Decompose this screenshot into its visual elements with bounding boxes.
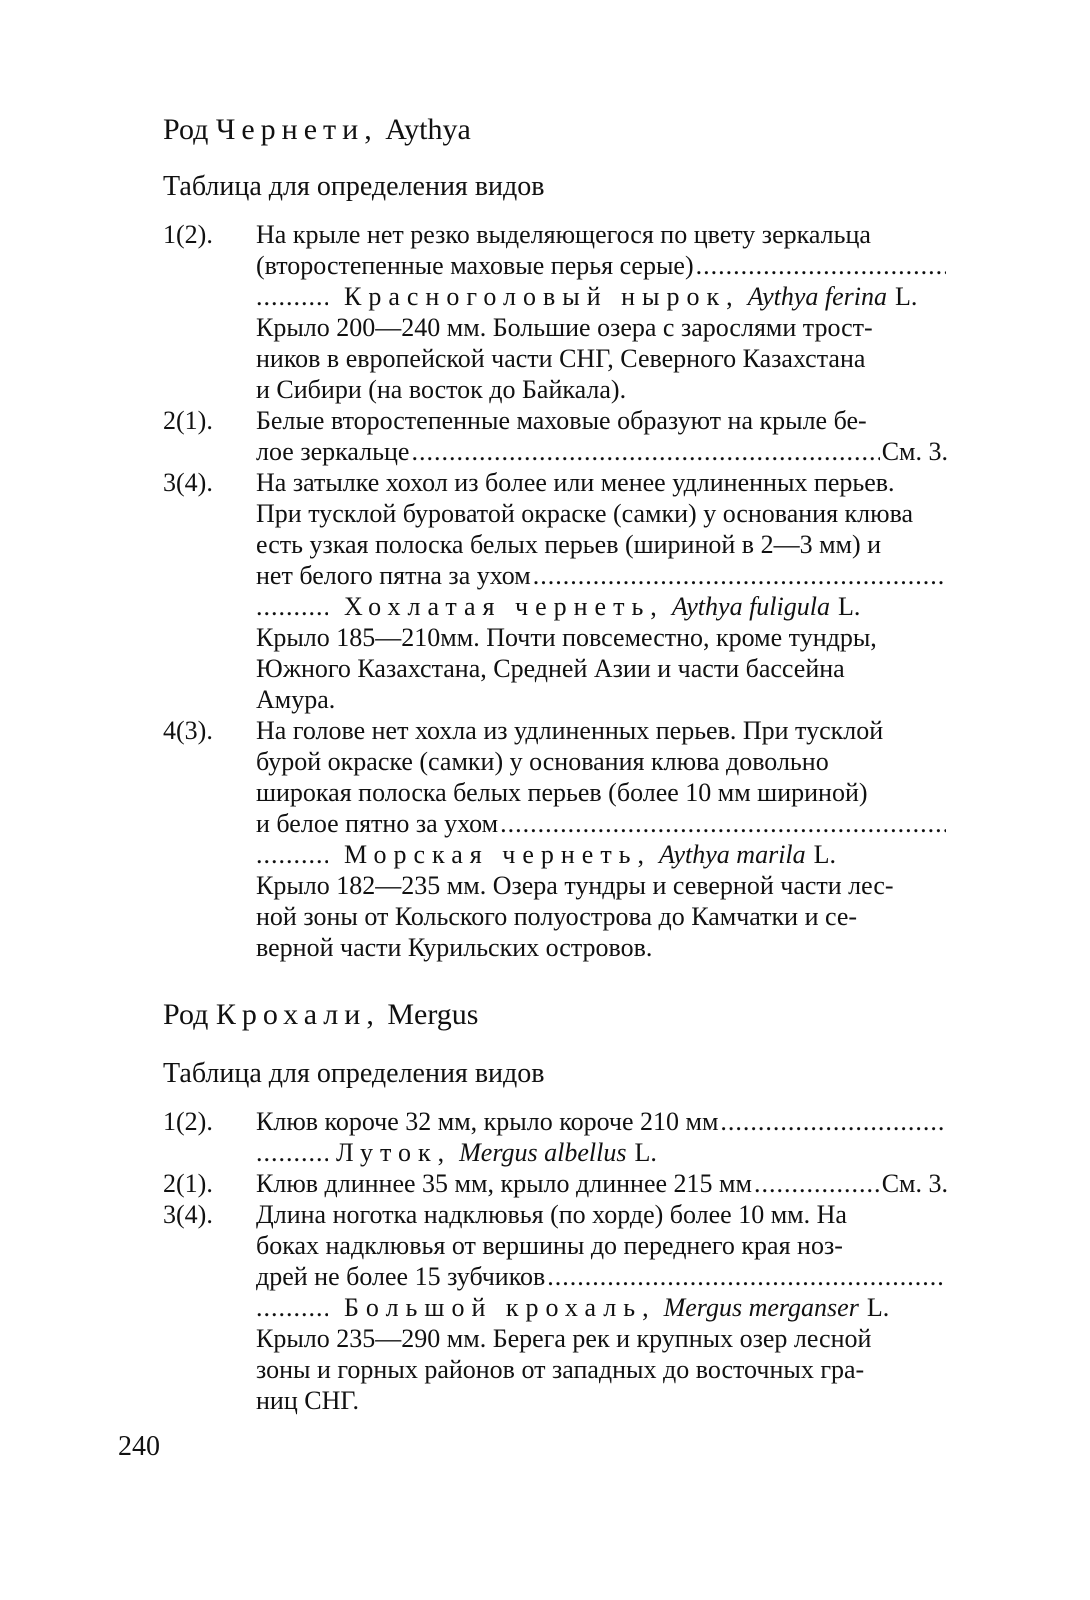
species-latin: Aythya marila [659,840,806,869]
genus-word: Род [163,113,209,146]
species-name: Хохлатая чернеть, [344,592,664,621]
key-couplet: 3(4). На затылке хохол из более или менее удлиненных перьев. При тусклой буроватой окраске (самки) у основания клюва есть узкая полоска белых перьев (шириной в 2—3 мм) и нет белого пятна за ухом ..... ..... Хохлатая чернеть, Aythya fuligula L. Крыло 185—210мм. Почти повсеместно, кроме тундры, Южного Казахстана, Средней Азии и части бассейна Амура. [163,467,948,715]
identification-key-mergus [163,1106,948,1416]
species-line [256,281,948,312]
species-latin: Aythya ferina [747,282,888,311]
species-name: Большой крохаль, [344,1293,656,1322]
species-latin: Aythya fuligula [671,592,830,621]
species-line [256,591,948,622]
key-title-mergus: Таблица для определения видов [163,1058,545,1089]
species-author: L. [837,592,861,621]
species-latin: Mergus merganser [663,1293,859,1322]
species-line [256,1137,948,1168]
key-couplet: 2(1). Клюв длиннее 35 мм, крыло длиннее 215 мм ..... См. 3. [163,1168,948,1199]
page-number: 240 [118,1431,160,1462]
genus-latin: Aythya [385,113,471,146]
species-name: Морская чернеть, [344,840,652,869]
cross-reference: См. 3. [881,437,948,466]
key-couplet: 3(4). Длина ноготка надклювья (по хорде) более 10 мм. На боках надклювья от вершины до переднего края ноз- дрей не более 15 зубчиков ..... ..... Большой крохаль, Mergus merganser L. Крыло 235—290 мм. Берега рек и крупных озер лесной зоны и горных районов от западных до восточных гра- ниц СНГ. [163,1199,948,1416]
couplet-number: 2(1). [163,1169,213,1198]
species-line [256,839,948,870]
species-author: L. [634,1138,657,1167]
couplet-number: 1(2). [163,220,213,249]
genus-heading-aythya [163,112,471,148]
cross-reference: См. 3. [881,1169,948,1198]
genus-name: Крохали, [215,998,380,1031]
species-author: L. [895,282,918,311]
couplet-number: 2(1). [163,406,213,435]
identification-key-aythya [163,219,948,963]
genus-name: Чернети, [215,113,378,146]
key-title-aythya: Таблица для определения видов [163,171,545,202]
key-couplet: 4(3). На голове нет хохла из удлиненных перьев. При тусклой бурой окраске (самки) у основания клюва довольно широкая полоска белых перьев (более 10 мм шириной) и белое пятно за ухом ..... ..... Морская чернеть, Aythya marila L. Крыло 182—235 мм. Озера тундры и северной части лес- ной зоны от Кольского полуострова до Камчатки и се- верной части Курильских островов. [163,715,948,963]
key-couplet: 1(2). На крыле нет резко выделяющегося по цвету зеркальца (второстепенные маховые перья серые) ..... ..... Красноголовый нырок, Aythya ferina L. Крыло 200—240 мм. Большие озера с зарослями трост- ников в европейской части СНГ, Северного Казахстана и Сибири (на восток до Байкала). [163,219,948,405]
couplet-number: 3(4). [163,1200,213,1229]
species-latin: Mergus albellus [459,1138,627,1167]
species-name: Красноголовый нырок, [344,282,740,311]
genus-word: Род [163,998,209,1031]
species-author: L. [813,840,837,869]
key-couplet: 1(2). Клюв короче 32 мм, крыло короче 210 мм ..... ..... Луток, Mergus albellus L. [163,1106,948,1168]
genus-latin: Mergus [387,998,479,1031]
species-line [256,1292,948,1323]
couplet-number: 4(3). [163,716,213,745]
couplet-number: 3(4). [163,468,213,497]
species-name: Луток, [336,1138,452,1167]
key-couplet: 2(1). Белые второстепенные маховые образуют на крыле бе- лое зеркальце ..... См. 3. [163,405,948,467]
genus-heading-mergus [163,997,478,1033]
species-author: L. [866,1293,890,1322]
couplet-number: 1(2). [163,1107,213,1136]
